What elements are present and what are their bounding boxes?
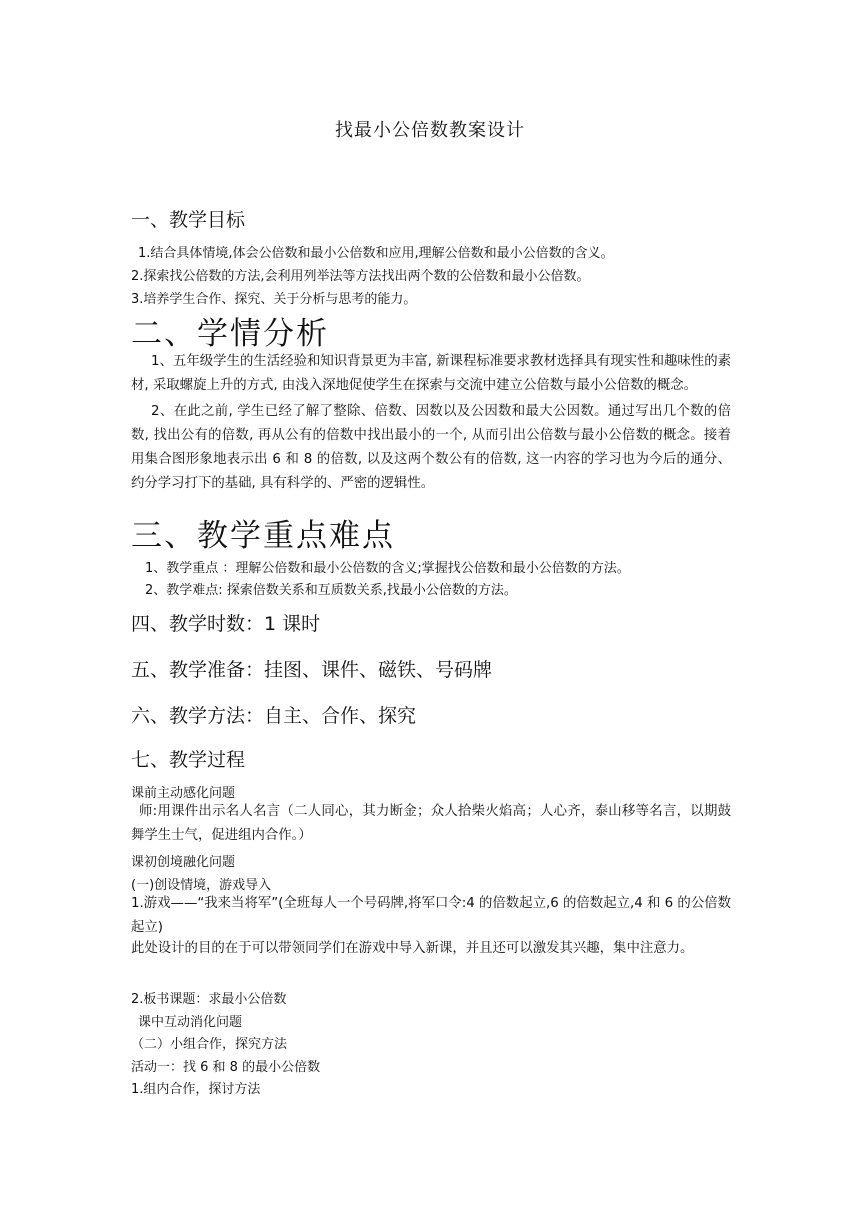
goal-item-3: 3.培养学生合作、探究、关于分析与思考的能力。 — [131, 292, 417, 307]
process-line-2: 课初创境融化问题 — [131, 855, 236, 870]
analysis-paragraph-2: 2、在此之前, 学生已经了解了整除、倍数、因数以及公因数和最大公因数。通过写出几个数的倍数, 找出公有的倍数, 再从公有的倍数中找出最小的一个, 从而引出公倍数与最小公倍数的概念。接着用集合图形象地表示出 6 和 8 的倍数, 以及这两个数公有的倍数, 这一内容的学习也为今后的通分、约分学习打下的基础, 具有科学的、严密的逻辑性。 — [131, 404, 731, 491]
process-line-6: （二）小组合作，探究方法 — [131, 1037, 288, 1052]
process-paragraph-3: 此处设计的目的在于可以带领同学们在游戏中导入新课，并且还可以激发其兴趣，集中注意力。 — [131, 941, 694, 956]
process-line-3: (一)创设情境，游戏导入 — [131, 878, 272, 893]
goal-item-1: 1.结合具体情境,体会公倍数和最小公倍数和应用,理解公倍数和最小公倍数的含义。 — [138, 246, 614, 261]
process-paragraph-1: 师:用课件出示名人名言（二人同心，其力断金；众人拾柴火焰高；人心齐，泰山移等名言，以期鼓舞学生士气，促进组内合作。） — [131, 804, 731, 843]
section-heading-goals: 一、教学目标 — [131, 209, 246, 231]
process-line-1: 课前主动感化问题 — [131, 786, 236, 801]
document-title: 找最小公倍数教案设计 — [335, 120, 525, 141]
section-heading-hours: 四、教学时数：1 课时 — [131, 613, 321, 635]
section-heading-analysis: 二、学情分析 — [131, 316, 329, 352]
process-paragraph-3-block — [131, 937, 731, 961]
process-line-5: 课中互动消化问题 — [138, 1015, 243, 1030]
key-point-1: 1、教学重点 ：理解公倍数和最小公倍数的含义;掌握找公倍数和最小公倍数的方法。 — [145, 561, 630, 576]
process-paragraph-2: 1.游戏——“我来当将军”(全班每人一个号码牌,将军口令:4 的倍数起立,6 的倍数起立,4 和 6 的公倍数起立) — [131, 896, 731, 935]
section-heading-methods: 六、教学方法：自主、合作、探究 — [131, 705, 417, 727]
section-heading-key-points: 三、教学重点难点 — [131, 518, 395, 554]
analysis-paragraphs — [131, 350, 731, 496]
process-paragraph-1-block — [131, 800, 731, 848]
section-heading-preparation: 五、教学准备：挂图、课件、磁铁、号码牌 — [131, 659, 493, 681]
goal-item-2: 2.探索找公倍数的方法,会利用列举法等方法找出两个数的公倍数和最小公倍数。 — [131, 269, 590, 284]
process-paragraph-2-block — [131, 892, 731, 940]
process-line-4: 2.板书课题：求最小公倍数 — [131, 992, 287, 1007]
analysis-paragraph-1: 1、五年级学生的生活经验和知识背景更为丰富, 新课程标准要求教材选择具有现实性和趣味性的素材, 采取螺旋上升的方式, 由浅入深地促使学生在探索与交流中建立公倍数与最小公倍数的概念。 — [131, 354, 731, 393]
key-point-2: 2、教学难点: 探索倍数关系和互质数关系,找最小公倍数的方法。 — [145, 583, 517, 598]
process-line-8: 1.组内合作，探讨方法 — [131, 1082, 261, 1097]
section-heading-process: 七、教学过程 — [131, 749, 246, 771]
process-line-7: 活动一：找 6 和 8 的最小公倍数 — [131, 1060, 321, 1075]
